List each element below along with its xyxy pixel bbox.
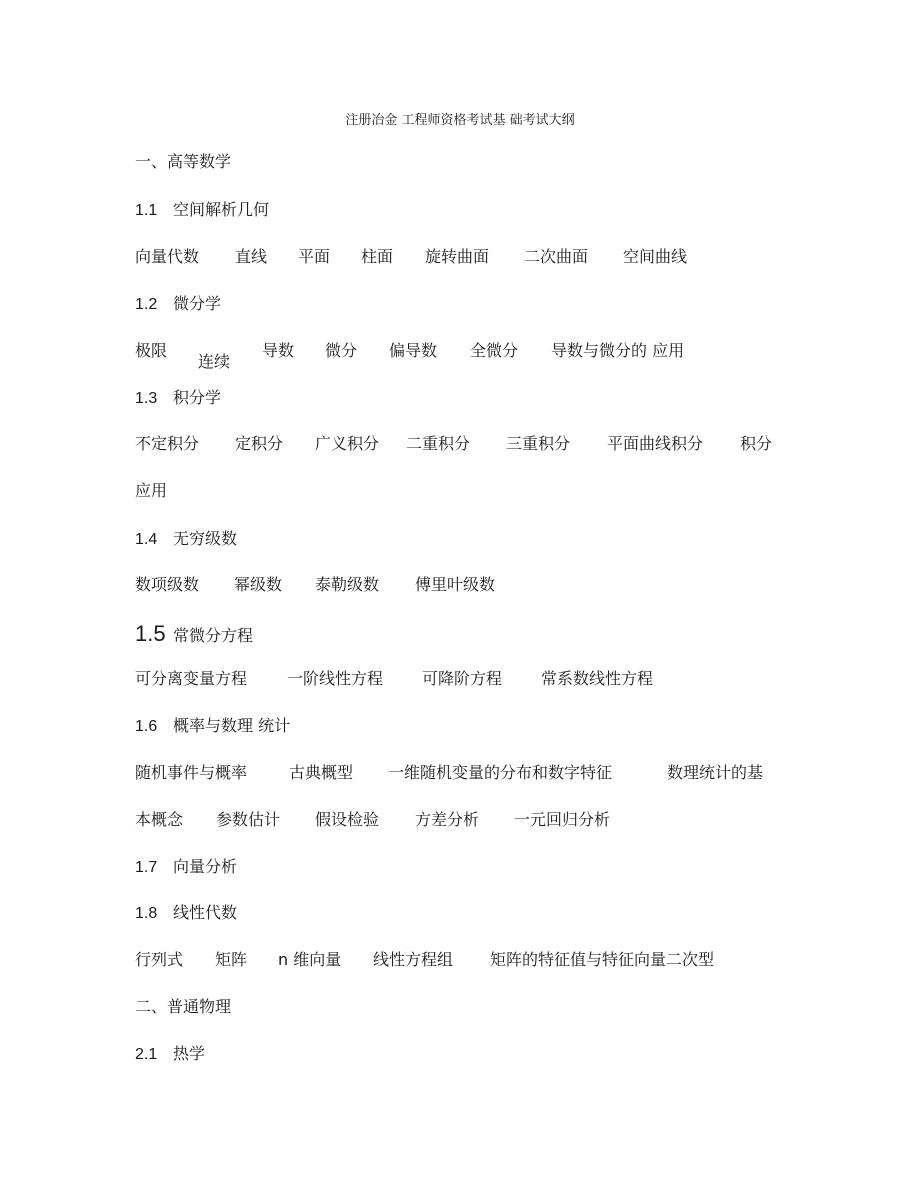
topic: 线性方程组 — [373, 950, 454, 969]
subsection-label: 积分学 — [173, 388, 222, 407]
subsection-heading — [135, 388, 221, 409]
topic: 三重积分 — [506, 434, 571, 453]
subsection-label: 无穷级数 — [173, 529, 238, 548]
document-title: 注册冶金 工程师资格考试基 础考试大纲 — [345, 113, 575, 128]
subsection-number: 1.8 — [135, 905, 158, 922]
subsection-number: 1.3 — [135, 390, 158, 407]
topic: 广义积分 — [315, 434, 380, 453]
topic: 导数与微分的 应用 — [551, 341, 685, 360]
subsection-heading — [135, 716, 290, 737]
topic: 古典概型 — [289, 763, 354, 782]
topic: 可分离变量方程 — [135, 669, 248, 688]
topic: 可降阶方程 — [422, 669, 503, 688]
subsection-heading — [135, 857, 237, 878]
subsection-number: 1.4 — [135, 531, 158, 548]
topic: 导数 — [262, 341, 295, 360]
subsection-heading — [135, 529, 237, 550]
subsection-label: 常微分方程 — [173, 626, 254, 645]
subsection-number: 1.6 — [135, 718, 158, 735]
section-heading: 二、普通物理 — [135, 997, 232, 1016]
topic: 参数估计 — [216, 810, 281, 829]
topic: 一维随机变量的分布和数字特征 — [388, 763, 613, 782]
topic: 向量代数 — [135, 247, 200, 266]
topic: 连续 — [198, 352, 231, 371]
subsection-label: 向量分析 — [173, 857, 238, 876]
subsection-heading — [135, 294, 221, 315]
subsection-number: 2.1 — [135, 1046, 158, 1063]
topic: 方差分析 — [415, 810, 480, 829]
topic: 定积分 — [235, 434, 284, 453]
topic: 平面 — [298, 247, 331, 266]
topic: 空间曲线 — [623, 247, 688, 266]
topic: 不定积分 — [135, 434, 200, 453]
topic: 假设检验 — [315, 810, 380, 829]
subsection-label: 概率与数理 统计 — [173, 716, 291, 735]
subsection-number: 1.7 — [135, 859, 158, 876]
subsection-number: 1.2 — [135, 296, 158, 313]
subsection-label: 空间解析几何 — [173, 200, 270, 219]
topic: 积分 — [740, 434, 773, 453]
topic: 柱面 — [361, 247, 394, 266]
subsection-heading — [135, 1044, 205, 1065]
topic: 常系数线性方程 — [541, 669, 654, 688]
subsection-label: 微分学 — [173, 294, 222, 313]
topic: 平面曲线积分 — [607, 434, 704, 453]
subsection-number: 1.5 — [135, 621, 166, 646]
topic: 二重积分 — [406, 434, 471, 453]
topic: 应用 — [135, 481, 168, 500]
topic: 全微分 — [470, 341, 519, 360]
topic: 一阶线性方程 — [287, 669, 384, 688]
section-heading: 一、高等数学 — [135, 152, 232, 171]
topic: n 维向量 — [278, 950, 342, 969]
topic: 一元回归分析 — [514, 810, 611, 829]
topic: 直线 — [235, 247, 268, 266]
topic: 幂级数 — [234, 575, 283, 594]
subsection-label: 热学 — [173, 1044, 206, 1063]
topic: 偏导数 — [389, 341, 438, 360]
topic: 数理统计的基 — [667, 763, 764, 782]
topic: 矩阵的特征值与特征向量二次型 — [490, 950, 715, 969]
topic: 傅里叶级数 — [415, 575, 496, 594]
subsection-label: 线性代数 — [173, 903, 238, 922]
subsection-heading — [135, 621, 254, 646]
topic: 旋转曲面 — [425, 247, 490, 266]
subsection-heading — [135, 903, 237, 924]
topic: 数项级数 — [135, 575, 200, 594]
topic: 行列式 — [135, 950, 184, 969]
subsection-number: 1.1 — [135, 202, 158, 219]
topic: 泰勒级数 — [315, 575, 380, 594]
topic: 本概念 — [135, 810, 184, 829]
topic: 矩阵 — [215, 950, 248, 969]
topic: 极限 — [135, 341, 168, 360]
topic: 二次曲面 — [524, 247, 589, 266]
subsection-heading — [135, 200, 269, 221]
topic: 随机事件与概率 — [135, 763, 248, 782]
topic: 微分 — [325, 341, 358, 360]
